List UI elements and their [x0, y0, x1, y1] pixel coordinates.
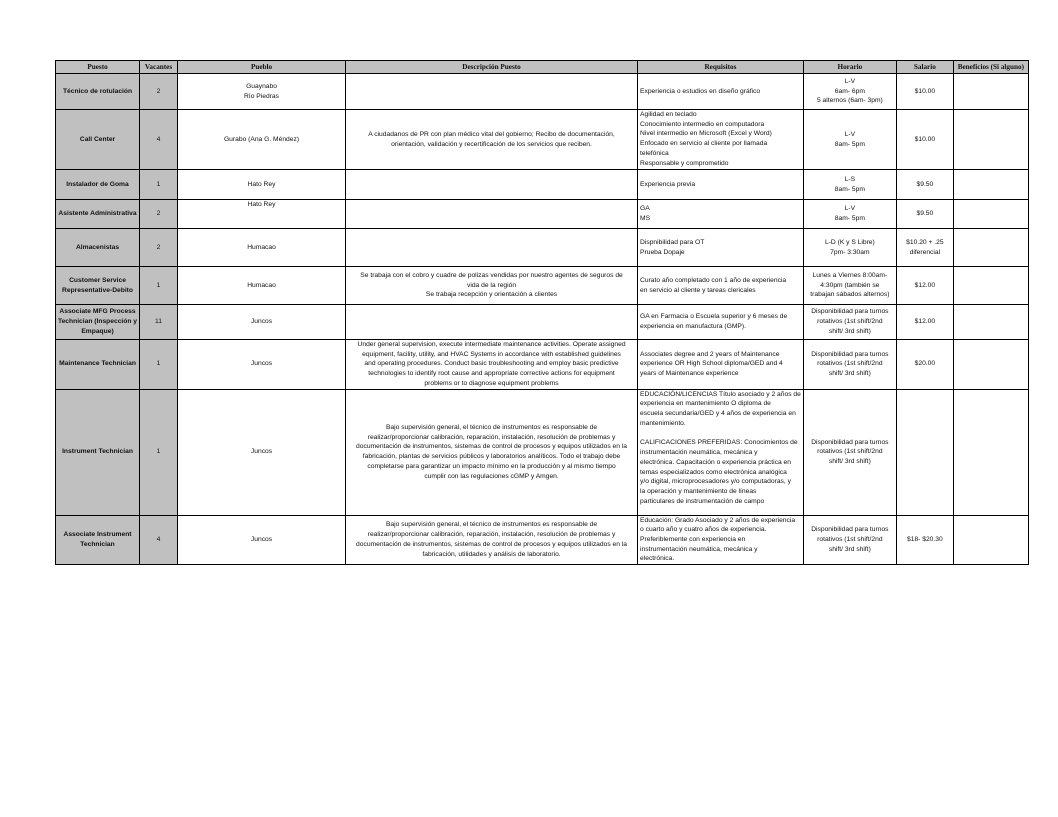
cell-line: $10.00 — [914, 135, 936, 143]
cell-horario — [803, 110, 896, 170]
table-row — [56, 340, 1029, 390]
cell-beneficios — [953, 267, 1028, 305]
cell-puesto — [56, 305, 140, 340]
cell-line: MS — [640, 215, 651, 222]
cell-line: Dispnibilidad para OT — [640, 238, 705, 246]
cell-line: orientación, validación y recertificación de los servicios que reciben. — [391, 140, 592, 148]
cell-line: L-V — [844, 77, 856, 85]
cell-line: Juncos — [250, 360, 273, 368]
cell-line: $18- $20.30 — [907, 536, 943, 544]
cell-line: 8am- 5pm — [834, 140, 865, 148]
cell-line: Asistente Administrativa — [58, 210, 137, 218]
cell-line: trabajan sábados alternos) — [810, 291, 890, 299]
cell-line: Disponibilidad para turnos — [811, 526, 889, 534]
cell-pueblo — [178, 340, 346, 390]
header-beneficios: Beneficios (Si alguno) — [953, 61, 1028, 74]
cell-line: Educación: Grado Asociado y 2 años de experiencia — [640, 516, 796, 524]
cell-line: diferencial — [909, 248, 941, 256]
cell-horario — [803, 267, 896, 305]
cell-line: $10.20 + .25 — [906, 238, 944, 246]
cell-line: Empaque) — [81, 327, 114, 335]
table-row — [56, 515, 1029, 565]
cell-pueblo — [178, 389, 346, 515]
cell-line: Disponibilidad para turnos — [811, 438, 889, 446]
table-row — [56, 267, 1029, 305]
cell-line: shift/ 3rd shift) — [828, 370, 871, 378]
cell-salario — [896, 170, 953, 200]
cell-puesto — [56, 170, 140, 200]
cell-line: $12.00 — [914, 318, 936, 326]
cell-line: instrumentación neumática, mecánica y — [640, 545, 758, 553]
cell-beneficios — [953, 170, 1028, 200]
cell-salario — [896, 110, 953, 170]
cell-pueblo — [178, 170, 346, 200]
cell-line: Bajo supervisión general, el técnico de instrumentos es responsable de — [385, 423, 598, 431]
cell-descripcion — [346, 305, 638, 340]
cell-salario — [896, 389, 953, 515]
cell-line: Guaynabo — [246, 82, 277, 90]
cell-line: 8am- 5pm — [834, 215, 865, 222]
cell-line: Almacenistas — [75, 243, 120, 251]
cell-line: instrumentación neumática, mecánica y — [640, 449, 758, 457]
cell-requisitos — [638, 340, 804, 390]
cell-line: Prueba Dopaje — [640, 248, 685, 256]
cell-horario — [803, 389, 896, 515]
cell-horario — [803, 74, 896, 110]
header-pueblo: Pueblo — [178, 61, 346, 74]
blank-line — [640, 428, 801, 438]
cell-descripcion — [346, 200, 638, 229]
cell-line: Experiencia previa — [640, 180, 696, 188]
cell-line: Under general supervision, execute intermediate maintenance activities. Operate assigned — [357, 341, 626, 348]
cell-line: Se trabaja recepción y orientación a clientes — [425, 291, 558, 299]
cell-line: Humacao — [247, 281, 276, 289]
cell-pueblo — [178, 229, 346, 267]
header-horario: Horario — [803, 61, 896, 74]
cell-beneficios — [953, 389, 1028, 515]
cell-line: Curato año completado con 1 año de experiencia — [640, 276, 787, 284]
cell-pueblo — [178, 110, 346, 170]
cell-vacantes: 11 — [140, 305, 178, 340]
cell-vacantes: 4 — [140, 515, 178, 565]
cell-puesto — [56, 229, 140, 267]
header-salario: Salario — [896, 61, 953, 74]
table-row — [56, 389, 1029, 515]
cell-descripcion — [346, 170, 638, 200]
cell-line: shift/ 3rd shift) — [828, 545, 871, 553]
table-row — [56, 229, 1029, 267]
cell-horario — [803, 340, 896, 390]
cell-line: Lunes a Viernes 8:00am- — [812, 271, 888, 279]
cell-line: equipment, facility, utility, and HVAC Systems in accordance with established guidelines — [362, 350, 621, 358]
cell-vacantes: 1 — [140, 389, 178, 515]
table-row — [56, 110, 1029, 170]
table-row — [56, 200, 1029, 229]
cell-line: realizar/proporcionar calibración, reparación, instalación, resolución de problemas y — [367, 433, 616, 441]
cell-vacantes: 4 — [140, 110, 178, 170]
cell-line: Technician (Inspección y — [58, 318, 138, 326]
cell-line: EDUCACIÓN/LICENCIAS Título asociado y 2 años de — [640, 390, 801, 398]
cell-line: electrónica. Capacitación o experiencia práctica en — [640, 458, 791, 466]
cell-vacantes: 2 — [140, 200, 178, 229]
cell-pueblo — [178, 267, 346, 305]
cell-line: $20.00 — [914, 360, 936, 368]
cell-requisitos — [638, 110, 804, 170]
cell-line: L-V — [844, 130, 856, 138]
cell-salario — [896, 305, 953, 340]
cell-line: Representative-Debito — [62, 286, 133, 294]
cell-beneficios — [953, 110, 1028, 170]
cell-requisitos — [638, 267, 804, 305]
cell-line: years of Maintenance experience — [640, 370, 739, 378]
cell-line: 6am- 6pm — [834, 87, 865, 95]
cell-line: experiencia en mantenimiento O diploma de — [640, 400, 771, 408]
cell-line: Agilidad en teclado — [640, 111, 697, 118]
cell-line: particulares de instrumentación de campo — [640, 497, 765, 505]
cell-line: Responsable y comprometido — [640, 159, 729, 167]
cell-line: electrónica. — [640, 555, 675, 563]
cell-requisitos — [638, 200, 804, 229]
cell-beneficios — [953, 340, 1028, 390]
cell-pueblo — [178, 74, 346, 110]
cell-line: Se trabaja con el cobro y cuadre de polizas vendidas por nuestro agentes de seguros de — [360, 271, 623, 279]
cell-line: 5 alternos (6am- 3pm) — [816, 97, 883, 105]
cell-line: Instrument Technician — [62, 448, 133, 456]
cell-requisitos — [638, 515, 804, 565]
cell-line: shift/ 3rd shift) — [828, 327, 871, 335]
cell-puesto — [56, 74, 140, 110]
cell-line: and operating procedures. Conduct basic troubleshooting and employ basic predictive — [364, 360, 619, 368]
cell-line: Associate MFG Process — [59, 308, 136, 316]
cell-salario — [896, 515, 953, 565]
cell-line: Hato Rey — [247, 201, 276, 208]
cell-line: cumplir con las regulaciones cGMP y Amgen. — [424, 472, 559, 480]
cell-line: Conocimiento intermedio en computadora — [640, 120, 765, 128]
cell-line: documentación de instrumentos, sistemas de control de procesos y equipos utilizados en la — [356, 540, 628, 548]
cell-line: $10.00 — [914, 87, 936, 95]
cell-requisitos — [638, 170, 804, 200]
cell-line: rotativos (1st shift/2nd — [817, 360, 883, 368]
cell-line: o cuarto año y cuatro años de experiencia. — [640, 526, 767, 534]
cell-line: L-S — [844, 175, 856, 183]
cell-line: realizar/proporcionar calibración, reparación, instalación, resolución de problemas y — [367, 531, 616, 539]
cell-line: Técnico de rotulación — [62, 87, 133, 95]
cell-line: Río Piedras — [244, 92, 279, 100]
cell-vacantes: 2 — [140, 74, 178, 110]
cell-requisitos — [638, 305, 804, 340]
cell-descripcion — [346, 267, 638, 305]
cell-line: Enfocado en servicio al cliente por llamada — [640, 140, 768, 148]
cell-line: experiencia en manufactura (GMP). — [640, 323, 746, 330]
cell-line: GA en Farmacia o Escuela superior y 6 meses de — [640, 313, 788, 321]
cell-line: L-V — [844, 205, 856, 213]
cell-descripcion — [346, 74, 638, 110]
cell-line: la operación y mantenimiento de líneas — [640, 488, 757, 496]
cell-line: Juncos — [250, 448, 273, 456]
cell-salario — [896, 340, 953, 390]
table-row — [56, 305, 1029, 340]
cell-line: Technician — [80, 540, 115, 548]
cell-puesto — [56, 389, 140, 515]
cell-line: rotativos (1st shift/2nd — [817, 536, 883, 544]
cell-horario — [803, 170, 896, 200]
cell-puesto — [56, 340, 140, 390]
cell-line: telefónica — [640, 149, 669, 157]
header-vacantes: Vacantes — [140, 61, 178, 74]
cell-line: y/o digital, microprocesadores y/o computadoras, y — [640, 478, 791, 486]
header-descripcion: Descripción Puesto — [346, 61, 638, 74]
cell-vacantes: 1 — [140, 170, 178, 200]
cell-requisitos — [638, 74, 804, 110]
cell-line: Experiencia o estudios en diseño gráfico — [640, 87, 761, 95]
cell-horario — [803, 229, 896, 267]
cell-line: $9.50 — [916, 180, 934, 188]
cell-beneficios — [953, 305, 1028, 340]
cell-line: temas especializados como electrónica analógica — [640, 468, 787, 476]
cell-line: Associates degree and 2 years of Maintenance — [640, 350, 780, 358]
cell-requisitos — [638, 229, 804, 267]
cell-requisitos — [638, 389, 804, 515]
cell-line: completarse para garantizar un impacto mínimo en la producción y al mismo tiempo — [367, 462, 616, 470]
cell-line: Humacao — [247, 243, 276, 251]
cell-descripcion — [346, 389, 638, 515]
cell-salario — [896, 229, 953, 267]
cell-line: 8am- 5pm — [834, 185, 865, 193]
job-listings-table — [55, 60, 1029, 565]
cell-line: Call Center — [79, 135, 116, 143]
cell-line: GA — [640, 205, 650, 213]
cell-line: Juncos — [250, 318, 273, 326]
cell-puesto — [56, 515, 140, 565]
cell-horario — [803, 515, 896, 565]
cell-line: fabricación, utilidades y análisis de laboratorio. — [422, 550, 561, 558]
header-row — [56, 61, 1029, 74]
cell-line: Juncos — [250, 536, 273, 544]
table-row — [56, 170, 1029, 200]
cell-horario — [803, 200, 896, 229]
cell-horario — [803, 305, 896, 340]
cell-line: CALIFICACIONES PREFERIDAS: Conocimientos de — [640, 439, 798, 447]
cell-line: escuela secundaria/GED y 4 años de experiencia en — [640, 410, 796, 418]
cell-line: A ciudadanos de PR con plan médico vital del gobierno; Recibo de documentación, — [368, 130, 615, 138]
cell-line: technologies to identify root cause and appropriate corrective actions for equipment — [368, 370, 615, 378]
cell-vacantes: 1 — [140, 340, 178, 390]
cell-puesto — [56, 110, 140, 170]
cell-salario — [896, 74, 953, 110]
cell-line: 4:30pm (también se — [820, 281, 880, 289]
cell-line: rotativos (1st shift/2nd — [817, 318, 883, 326]
cell-line: Hato Rey — [247, 180, 276, 188]
cell-pueblo — [178, 515, 346, 565]
cell-line: Bajo supervisión general, el técnico de instrumentos es responsable de — [385, 521, 598, 529]
cell-line: mantenimiento. — [640, 419, 686, 427]
cell-line: Gurabo (Ana G. Méndez) — [223, 135, 300, 143]
cell-beneficios — [953, 74, 1028, 110]
cell-puesto — [56, 200, 140, 229]
cell-salario — [896, 200, 953, 229]
cell-beneficios — [953, 200, 1028, 229]
cell-line: Disponibilidad para turnos — [811, 350, 889, 358]
cell-line: L-D (K y S Libre) — [824, 238, 875, 246]
cell-line: $9.50 — [916, 210, 934, 218]
cell-vacantes: 1 — [140, 267, 178, 305]
cell-descripcion — [346, 340, 638, 390]
cell-pueblo — [178, 200, 346, 229]
cell-descripcion — [346, 229, 638, 267]
cell-line: experience OR High School diploma/GED and 4 — [640, 360, 783, 368]
cell-line: documentación de instrumentos, sistemas de control de procesos y equipos utilizados en la — [356, 443, 628, 451]
cell-beneficios — [953, 229, 1028, 267]
cell-line: en servicio al cliente y tareas clericales — [640, 286, 756, 294]
cell-line: Preferiblemente con experiencia en — [640, 536, 746, 544]
cell-line: Instalador de Goma — [66, 180, 129, 188]
cell-salario — [896, 267, 953, 305]
table-row — [56, 74, 1029, 110]
cell-line: problems or to diagnose equipment problems — [424, 379, 559, 387]
cell-puesto — [56, 267, 140, 305]
cell-line: 7pm- 3:30am — [830, 248, 870, 256]
cell-line: vida de la región — [466, 281, 517, 289]
cell-beneficios — [953, 515, 1028, 565]
cell-descripcion — [346, 110, 638, 170]
cell-line: $12.00 — [914, 281, 936, 289]
header-puesto: Puesto — [56, 61, 140, 74]
cell-line: Maintenance Technician — [59, 360, 136, 368]
cell-line: Disponibilidad para turnos — [811, 308, 889, 316]
cell-line: shift/ 3rd shift) — [828, 457, 871, 465]
cell-pueblo — [178, 305, 346, 340]
cell-line: Nivel intermedio en Microsoft (Excel y Word) — [640, 130, 772, 138]
header-requisitos: Requisitos — [638, 61, 804, 74]
cell-line: rotativos (1st shift/2nd — [817, 448, 883, 456]
cell-vacantes: 2 — [140, 229, 178, 267]
cell-line: Customer Service — [69, 276, 126, 284]
cell-line: fabricación, plantas de servicios públicos y laboratorios analíticos. Todo el trabajo debe — [362, 453, 621, 461]
cell-descripcion — [346, 515, 638, 565]
cell-line: Associate Instrument — [63, 531, 132, 539]
